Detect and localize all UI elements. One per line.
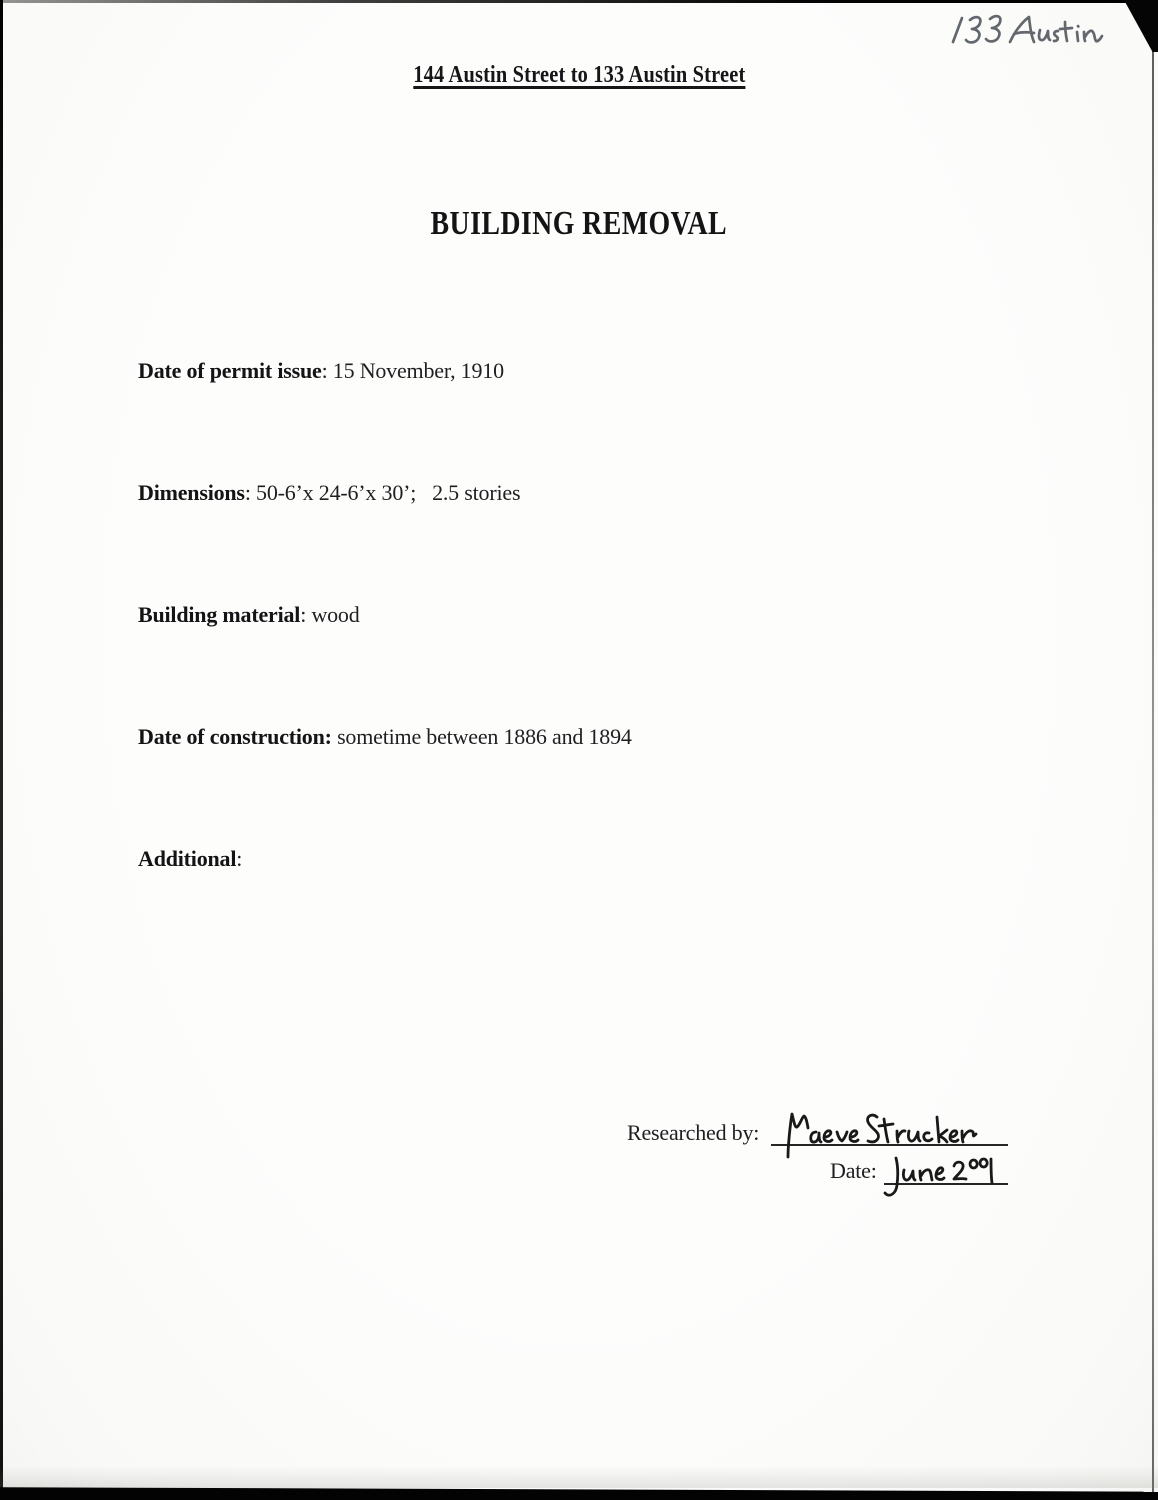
field-value: : 50-6’x 24-6’x 30’; 2.5 stories <box>244 480 521 505</box>
document-header-text: 144 Austin Street to 133 Austin Street <box>412 62 746 88</box>
document-header <box>0 62 1158 89</box>
handwritten-date <box>878 1152 1000 1202</box>
scan-edge-right <box>1152 28 1154 1500</box>
field-label: Date of permit issue <box>138 358 322 383</box>
document-title-text: BUILDING REMOVAL <box>430 205 728 242</box>
field-label: Dimensions <box>138 480 245 505</box>
field-date-of-construction <box>138 724 1018 750</box>
scan-corner-wedge <box>1124 0 1158 52</box>
field-label: Additional <box>138 846 237 871</box>
field-additional <box>138 846 1018 872</box>
handwritten-annotation-133-austin <box>945 10 1115 58</box>
signature-date-label: Date: <box>830 1158 877 1183</box>
field-value: : <box>236 846 243 871</box>
document-title <box>0 204 1158 245</box>
field-value: : 15 November, 1910 <box>321 358 504 383</box>
scan-edge-top <box>0 0 1158 3</box>
researched-by-label: Researched by: <box>627 1120 760 1145</box>
field-building-material <box>138 602 1018 628</box>
field-label: Building material <box>138 602 301 627</box>
field-value: sometime between 1886 and 1894 <box>331 724 632 749</box>
field-dimensions <box>138 480 1018 506</box>
field-date-of-permit-issue <box>138 358 1018 384</box>
field-label: Date of construction: <box>138 724 332 749</box>
field-value: : wood <box>300 602 360 627</box>
scan-bottom-haze <box>0 1466 1158 1488</box>
fields-section <box>138 336 1018 894</box>
